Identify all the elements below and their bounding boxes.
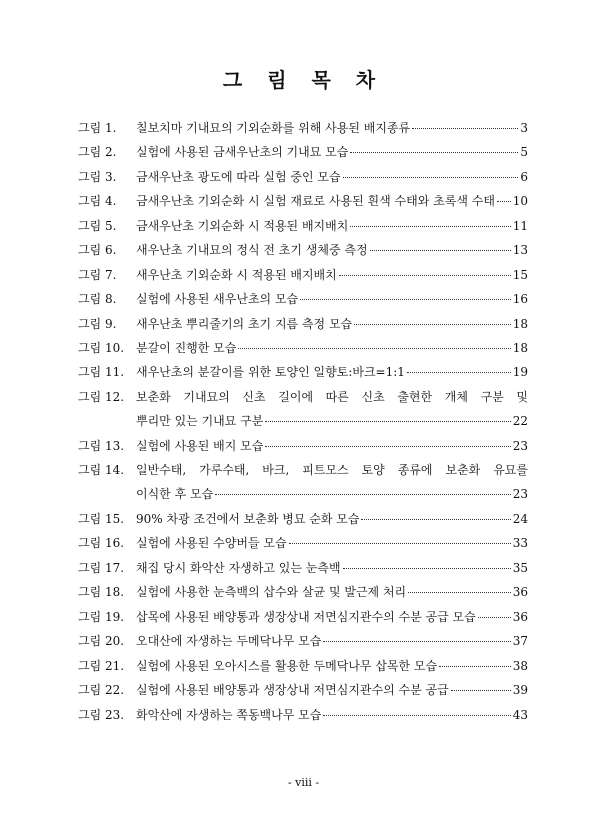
figure-number: 그림 2. <box>78 145 117 160</box>
figure-entry[interactable] <box>78 120 528 144</box>
dot-leader <box>343 177 519 178</box>
figure-number: 그림 13. <box>78 438 125 453</box>
page-ref: 36 <box>512 609 528 624</box>
page-ref: 23 <box>512 487 528 502</box>
dot-leader <box>408 592 511 593</box>
figure-entry[interactable] <box>78 584 528 608</box>
figure-number: 그림 8. <box>78 292 117 307</box>
figure-number: 그림 11. <box>78 365 125 380</box>
page-ref: 6 <box>520 169 528 184</box>
figure-caption: 금새우난초 기외순화 시 실험 재료로 사용된 흰색 수태와 초록색 수태 <box>136 194 495 209</box>
figure-number: 그림 14. <box>78 463 125 478</box>
figure-caption: 실험에 사용된 금새우난초의 기내묘 모습 <box>136 145 349 160</box>
figure-number: 그림 17. <box>78 560 125 575</box>
dot-leader <box>323 715 510 716</box>
figure-caption: 금새우난초 기외순화 시 적용된 배지배치 <box>136 218 349 233</box>
figure-number: 그림 18. <box>78 585 125 600</box>
page-ref: 43 <box>512 707 528 722</box>
page-ref: 38 <box>512 658 528 673</box>
figure-caption: 화악산에 자생하는 쪽동백나무 모습 <box>136 707 322 722</box>
dot-leader <box>412 128 518 129</box>
figure-entry[interactable] <box>78 560 528 584</box>
page-ref: 15 <box>512 267 528 282</box>
figure-caption: 90% 차광 조건에서 보춘화 병묘 순화 모습 <box>136 512 360 527</box>
figure-entry[interactable] <box>78 658 528 682</box>
page-ref: 5 <box>520 145 528 160</box>
page-ref: 11 <box>512 218 528 233</box>
figure-number: 그림 10. <box>78 340 125 355</box>
page-ref: 23 <box>512 438 528 453</box>
dot-leader <box>370 250 511 251</box>
figure-caption: 새우난초 기외순화 시 적용된 배지배치 <box>136 267 337 282</box>
figure-number: 그림 3. <box>78 169 117 184</box>
figure-caption-line2: 이식한 후 모습 <box>136 487 214 502</box>
figure-caption: 실험에 사용된 새우난초의 모습 <box>136 292 299 307</box>
page-ref: 3 <box>520 121 528 135</box>
page-ref: 19 <box>512 365 528 380</box>
figure-number: 그림 16. <box>78 536 125 551</box>
figure-entry[interactable] <box>78 389 528 438</box>
figure-entry[interactable] <box>78 462 528 511</box>
figure-list <box>78 120 528 731</box>
page-title: 그 림 목 차 <box>222 68 385 92</box>
figure-caption: 새우난초 기내묘의 정식 전 초기 생체중 측정 <box>136 243 368 258</box>
figure-caption: 실험에 사용한 눈측백의 삽수와 살균 및 발근제 처리 <box>136 585 407 600</box>
dot-leader <box>350 226 510 227</box>
dot-leader <box>407 372 511 373</box>
page-ref: 33 <box>512 536 528 551</box>
figure-number: 그림 9. <box>78 316 117 331</box>
page-ref: 35 <box>512 560 528 575</box>
figure-number: 그림 22. <box>78 683 125 698</box>
figure-number: 그림 21. <box>78 658 125 673</box>
figure-entry[interactable] <box>78 340 528 364</box>
figure-caption: 분갈이 진행한 모습 <box>136 340 237 355</box>
figure-caption-line2: 뿌리만 있는 기내묘 구분 <box>136 413 264 428</box>
page-ref: 18 <box>512 316 528 331</box>
figure-entry[interactable] <box>78 511 528 535</box>
figure-caption: 칠보치마 기내묘의 기외순화를 위해 사용된 배지종류 <box>136 121 411 135</box>
figure-number: 그림 4. <box>78 194 117 209</box>
page-ref: 13 <box>512 243 528 258</box>
figure-caption: 실험에 사용된 배양통과 생장상내 저면심지관수의 수분 공급 <box>136 683 449 698</box>
figure-caption: 새우난초의 분갈이를 위한 토양인 일향토:바크=1:1 <box>136 365 405 380</box>
page-ref: 10 <box>512 194 528 209</box>
figure-entry[interactable] <box>78 169 528 193</box>
figure-number: 그림 20. <box>78 634 125 649</box>
dot-leader <box>451 690 511 691</box>
figure-caption: 금새우난초 광도에 따라 실험 중인 모습 <box>136 169 341 184</box>
page-ref: 18 <box>512 340 528 355</box>
figure-entry[interactable] <box>78 633 528 657</box>
figure-entry[interactable] <box>78 364 528 388</box>
figure-number: 그림 6. <box>78 243 117 258</box>
figure-entry[interactable] <box>78 291 528 315</box>
dot-leader <box>343 568 511 569</box>
dot-leader <box>238 348 510 349</box>
dot-leader <box>439 666 511 667</box>
page-ref: 37 <box>512 634 528 649</box>
figure-entry[interactable] <box>78 609 528 633</box>
dot-leader <box>265 446 510 447</box>
figure-caption: 채집 당시 화악산 자생하고 있는 눈측백 <box>136 560 341 575</box>
figure-number: 그림 5. <box>78 218 117 233</box>
figure-caption-line1: 일반수태, 가루수태, 바크, 피트모스 토양 종류에 보춘화 유묘를 <box>136 463 528 478</box>
page-ref: 39 <box>512 683 528 698</box>
figure-number: 그림 15. <box>78 512 125 527</box>
figure-caption: 새우난초 뿌리줄기의 초기 지름 측정 모습 <box>136 316 353 331</box>
figure-entry[interactable] <box>78 242 528 266</box>
figure-entry[interactable] <box>78 682 528 706</box>
figure-entry[interactable] <box>78 438 528 462</box>
figure-entry[interactable] <box>78 144 528 168</box>
figure-caption: 오대산에 자생하는 두메닥나무 모습 <box>136 634 322 649</box>
figure-entry[interactable] <box>78 193 528 217</box>
dot-leader <box>478 617 511 618</box>
figure-caption: 실험에 사용된 수양버들 모습 <box>136 536 287 551</box>
dot-leader <box>215 494 511 495</box>
figure-entry[interactable] <box>78 535 528 559</box>
figure-number: 그림 19. <box>78 609 125 624</box>
figure-entry[interactable] <box>78 316 528 340</box>
figure-number: 그림 7. <box>78 267 117 282</box>
page-ref: 22 <box>512 413 528 428</box>
figure-number: 그림 23. <box>78 707 125 722</box>
figure-caption-line1: 보춘화 기내묘의 신초 길이에 따른 신초 출현한 개체 구분 및 <box>136 389 528 404</box>
figure-entry[interactable] <box>78 218 528 242</box>
dot-leader <box>354 324 511 325</box>
figure-number: 그림 1. <box>78 121 117 135</box>
dot-leader <box>350 152 518 153</box>
figure-caption: 실험에 사용된 배지 모습 <box>136 438 264 453</box>
dot-leader <box>497 201 511 202</box>
dot-leader <box>300 299 511 300</box>
page-ref: 36 <box>512 585 528 600</box>
figure-number: 그림 12. <box>78 389 125 404</box>
page-ref: 16 <box>512 292 528 307</box>
page-number-footer: - viii - <box>287 776 320 789</box>
dot-leader <box>323 641 510 642</box>
dot-leader <box>289 543 511 544</box>
figure-caption: 실험에 사용된 오아시스를 활용한 두메닥나무 삽목한 모습 <box>136 658 438 673</box>
figure-entry[interactable] <box>78 267 528 291</box>
dot-leader <box>339 275 511 276</box>
page-ref: 24 <box>512 512 528 527</box>
figure-entry[interactable] <box>78 707 528 731</box>
figure-caption: 삽목에 사용된 배양통과 생장상내 저면심지관수의 수분 공급 모습 <box>136 609 476 624</box>
dot-leader <box>265 421 510 422</box>
dot-leader <box>361 519 510 520</box>
